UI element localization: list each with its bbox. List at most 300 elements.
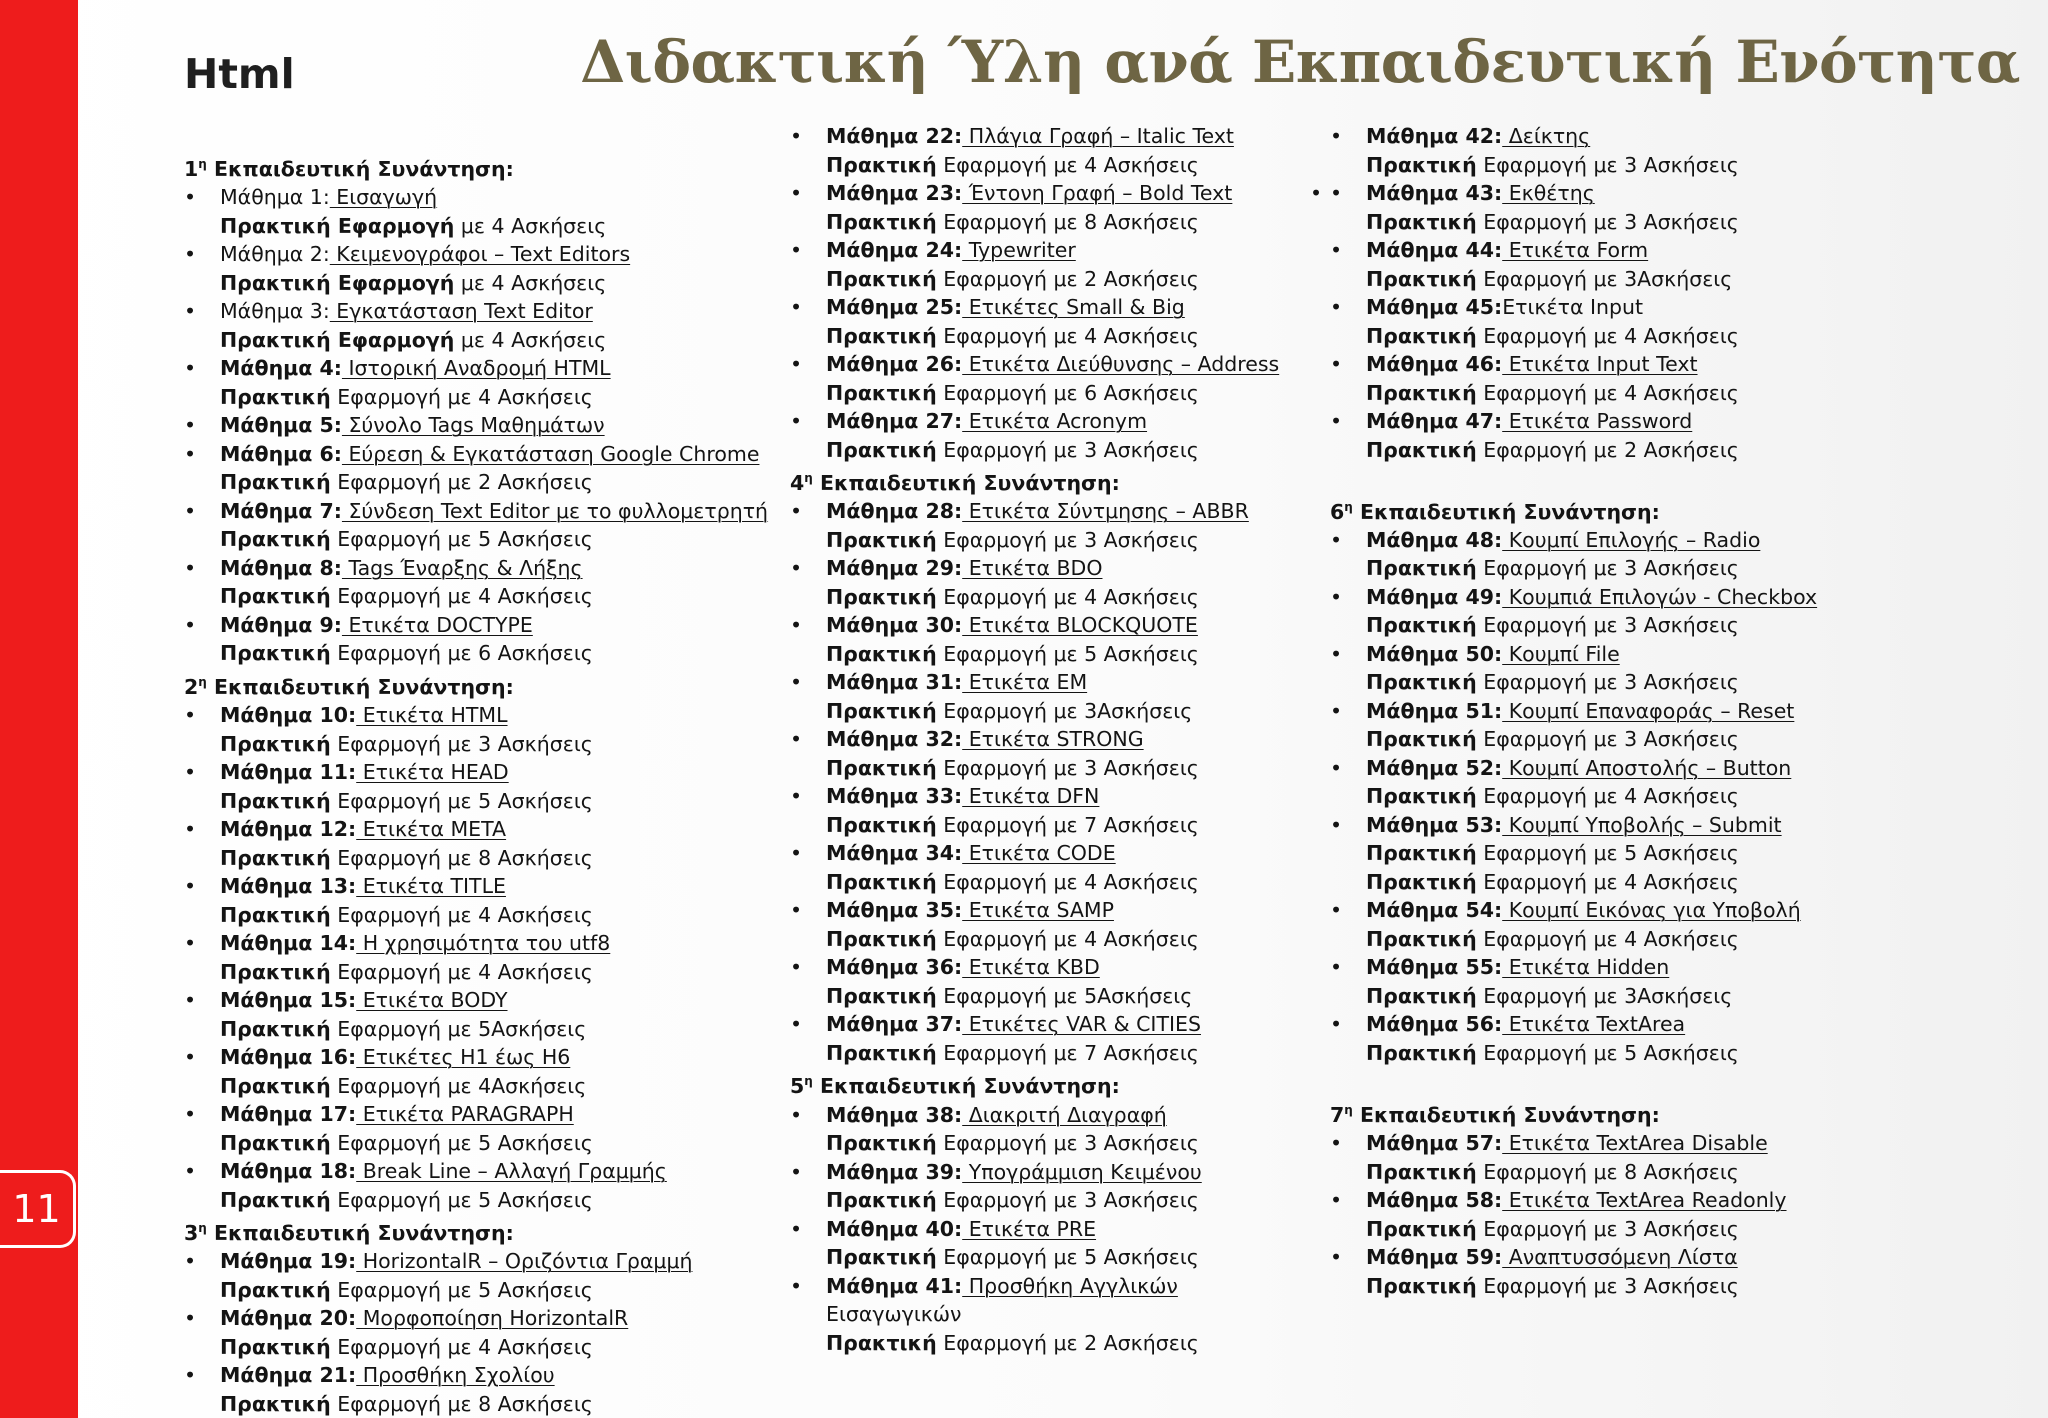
bullet-icon: • [1330,1012,1343,1037]
lesson-name: Ετικέτα HEAD [356,760,509,785]
lesson-label: Μάθημα 10: [220,703,357,728]
practice-detail: Εφαρμογή με 8 Ασκήσεις [330,845,593,870]
practice-label: Πρακτική [826,983,937,1008]
lesson-item [790,1215,1279,1272]
lesson-label: Μάθημα 26: [826,352,963,376]
practice-label: Πρακτική [1366,869,1477,894]
lesson-title [826,839,1279,868]
lesson-label: Μάθημα 20: [220,1306,357,1331]
practice-line [220,639,768,668]
lesson-name: Ετικέτα TextArea Disable [1502,1131,1768,1156]
lesson-label: Μάθημα 14: [220,931,357,956]
lesson-title [1366,640,1817,669]
practice-label: Πρακτική [826,584,937,609]
lesson-name: Υπογράμμιση Κειμένου [962,1159,1202,1184]
lesson-name: Αναπτυσσόμενη Λίστα [1502,1245,1738,1270]
practice-label: Πρακτική [220,1334,331,1359]
practice-detail: Εφαρμογή με 3 Ασκήσεις [1476,152,1739,177]
practice-line [220,525,768,554]
practice-line [220,1186,768,1215]
bullet-icon: • [184,988,197,1013]
lesson-title [220,411,768,440]
bullet-icon: • [790,181,803,205]
bullet-icon: • [184,413,197,438]
practice-label: Πρακτική [1366,1216,1477,1241]
bullet-icon: • [790,1159,803,1184]
lesson-title [1366,697,1817,726]
bullet-icon: • [1330,124,1343,148]
bullet-icon: • [184,1249,197,1274]
practice-line [220,958,768,987]
practice-line [826,1329,1279,1358]
practice-detail: με 4 Ασκήσεις [454,213,607,238]
lesson-label: Μάθημα 28: [826,499,963,524]
practice-line [1366,1039,1817,1068]
practice-label: Πρακτική [220,641,331,666]
lesson-name: Ετικέτα BLOCKQUOTE [962,613,1198,638]
bullet-icon: • [790,784,803,809]
lesson-item [184,497,768,554]
lesson-title [826,1215,1279,1244]
practice-line [1366,982,1817,1011]
lesson-item [184,1100,768,1157]
lesson-item [184,554,768,611]
lesson-label: Μάθημα 9: [220,612,342,637]
lesson-name: Σύνδεση Text Editor με το φυλλομετρητή [341,498,769,523]
lesson-label: Μάθημα 40: [826,1216,963,1241]
bullet-icon: • [790,409,803,433]
practice-detail: Εφαρμογή με 5 Ασκήσεις [330,788,593,813]
practice-label: Πρακτική [1366,841,1477,866]
lesson-title [826,896,1279,925]
practice-line [826,1129,1279,1158]
lesson-label: Μάθημα 51: [1366,698,1503,723]
practice-label: Πρακτική [1366,727,1477,752]
session-suffix: η [1344,1102,1353,1117]
practice-label: Πρακτική [220,584,331,609]
page-title: Διδακτική Ύλη ανά Εκπαιδευτική Ενότητα [580,28,2020,96]
bullet-icon: • [1330,1188,1343,1213]
lesson-name: Ετικέτα BODY [356,988,508,1013]
practice-detail: Εφαρμογή με 2 Ασκήσεις [936,1330,1199,1355]
lesson-name: Ετικέτα TITLE [356,874,506,899]
practice-line [220,1333,768,1362]
practice-detail: Εφαρμογή με 3 Ασκήσεις [1476,670,1739,695]
practice-line [826,379,1279,408]
practice-line [1366,379,1817,408]
bullet-icon: • [790,295,803,319]
session-number: 5 [790,1074,805,1099]
lesson-label: Μάθημα 4: [220,356,342,381]
lesson-item [1330,896,1817,953]
lesson-name: Ετικέτα PRE [962,1216,1097,1241]
lesson-item [1330,697,1817,754]
practice-label: Πρακτική [220,845,331,870]
lesson-label: Μάθημα 15: [220,988,357,1013]
bullet-icon: • [184,703,197,728]
bullet-icon: • [790,1102,803,1127]
lesson-name: Ετικέτα DOCTYPE [341,612,533,637]
practice-detail: Εφαρμογή με 4Ασκήσεις [330,1073,587,1098]
lesson-title [826,611,1279,640]
lesson-name: Ετικέτα SAMP [962,898,1114,923]
practice-detail: Εφαρμογή με 4 Ασκήσεις [936,926,1199,951]
practice-line [220,1072,768,1101]
lesson-title [220,497,768,526]
practice-line [1366,1272,1817,1301]
session-heading [1330,1096,1817,1129]
practice-detail: Εφαρμογή με 7 Ασκήσεις [936,1040,1199,1065]
lesson-label: Μάθημα 37: [826,1012,963,1037]
lesson-item [790,953,1279,1010]
bullet-icon: • [184,498,197,523]
bullet-icon: • [184,612,197,637]
bullet-icon: • [184,760,197,785]
lesson-item [790,350,1279,407]
bullet-icon: • [790,499,803,524]
lesson-item [790,1101,1279,1158]
practice-line [826,925,1279,954]
practice-detail: Εφαρμογή με 3 Ασκήσεις [936,755,1199,780]
practice-label: Πρακτική [1366,613,1477,638]
practice-line [220,582,768,611]
lesson-item [1330,1129,1817,1186]
lesson-title [220,1157,768,1186]
practice-detail: Εφαρμογή με 4 Ασκήσεις [330,902,593,927]
practice-label: Πρακτική [220,527,331,552]
practice-label: Πρακτική [220,470,331,495]
lesson-label: Μάθημα 19: [220,1249,357,1274]
lesson-title [826,497,1279,526]
practice-detail: Εφαρμογή με 5Ασκήσεις [936,983,1193,1008]
practice-detail: με 4 Ασκήσεις [454,270,607,295]
practice-line [826,868,1279,897]
lesson-name: Ετικέτα Hidden [1502,955,1670,980]
lesson-title [220,1361,768,1390]
lesson-name: Ετικέτα Password [1502,409,1693,433]
practice-detail: Εφαρμογή με 3 Ασκήσεις [1476,727,1739,752]
lesson-title [1366,122,1817,151]
lesson-label: Μάθημα 8: [220,555,342,580]
lesson-label: Μάθημα 45: [1366,295,1503,319]
practice-detail: Εφαρμογή με 3 Ασκήσεις [936,1188,1199,1213]
bullet-icon: • [1330,1245,1343,1270]
practice-line [826,583,1279,612]
session-suffix: η [198,157,207,171]
bullet-icon: • [790,898,803,923]
lesson-item [184,440,768,497]
lesson-title [1366,236,1817,265]
lesson-name: Εύρεση & Εγκατάσταση Google Chrome [341,441,760,466]
lesson-title [826,782,1279,811]
lesson-item [184,354,768,411]
lesson-title [220,1043,768,1072]
bullet-icon: • [1330,698,1343,723]
bullet-icon: • [184,185,197,210]
practice-label: Πρακτική [826,1040,937,1065]
practice-line [220,901,768,930]
lesson-label: Μάθημα 2: [220,242,330,267]
lesson-title [1366,1129,1817,1158]
bullet-icon: • [790,613,803,638]
lesson-name: Ετικέτα KBD [962,955,1100,980]
session-label: Εκπαιδευτική Συνάντηση: [206,156,514,181]
lesson-item [184,758,768,815]
lesson-title [1366,1243,1817,1272]
lesson-label: Μάθημα 56: [1366,1012,1503,1037]
section-title: Html [184,50,295,98]
lesson-label: Μάθημα 32: [826,727,963,752]
practice-detail: Εφαρμογή με 3 Ασκήσεις [1476,209,1739,234]
practice-line [1366,868,1817,897]
session-heading [184,150,768,183]
bullet-icon: • [790,841,803,866]
lesson-label: Μάθημα 5: [220,413,342,438]
practice-label: Πρακτική Εφαρμογή [220,270,455,295]
lesson-title [1366,583,1817,612]
session-suffix: η [804,1074,813,1089]
lesson-label: Μάθημα 29: [826,556,963,581]
lesson-label: Μάθημα 47: [1366,409,1503,433]
practice-detail: Εφαρμογή με 7 Ασκήσεις [936,812,1199,837]
practice-line [1366,1215,1817,1244]
practice-line [220,383,768,412]
session-heading [790,1067,1279,1100]
spacer [1330,1067,1817,1096]
practice-line [220,730,768,759]
stray-bullet-icon: • [1310,181,1323,205]
practice-detail: Εφαρμογή με 6 Ασκήσεις [936,380,1199,405]
lesson-item [790,782,1279,839]
practice-label: Πρακτική [826,812,937,837]
practice-detail: Εφαρμογή με 2 Ασκήσεις [936,266,1199,291]
practice-line [826,811,1279,840]
lesson-label: Μάθημα 46: [1366,352,1503,376]
lesson-title [220,1247,768,1276]
lesson-label: Μάθημα 54: [1366,898,1503,923]
practice-detail: Εφαρμογή με 4 Ασκήσεις [330,384,593,409]
lesson-item [1330,953,1817,1010]
bullet-icon: • [1330,295,1343,319]
practice-label: Πρακτική [826,869,937,894]
practice-label: Πρακτική [220,731,331,756]
lesson-item [1330,350,1817,407]
lesson-item [790,293,1279,350]
lesson-title [1366,953,1817,982]
practice-detail: Εφαρμογή με 5 Ασκήσεις [330,1187,593,1212]
practice-line [1366,322,1817,351]
practice-label: Πρακτική [826,1245,937,1270]
lesson-label: Μάθημα 33: [826,784,963,809]
practice-line [1366,611,1817,640]
lesson-label: Μάθημα 57: [1366,1131,1503,1156]
lesson-item [790,1010,1279,1067]
practice-label: Πρακτική [220,902,331,927]
lesson-label: Μάθημα 21: [220,1363,357,1388]
practice-detail: Εφαρμογή με 5 Ασκήσεις [936,1245,1199,1270]
practice-line [826,151,1279,180]
practice-label: Πρακτική [826,527,937,552]
lesson-name: Εκθέτης [1502,181,1595,205]
lesson-item [1310,179,1817,236]
practice-detail: Εφαρμογή με 4 Ασκήσεις [936,323,1199,348]
lesson-label: Μάθημα 48: [1366,527,1503,552]
practice-label: Πρακτική [220,1391,331,1416]
lesson-name: Κουμπί Επιλογής – Radio [1502,527,1761,552]
lesson-item [1330,293,1817,350]
lesson-name: Ετικέτα HTML [356,703,508,728]
lesson-name: Ιστορική Αναδρομή HTML [341,356,611,381]
practice-detail: Εφαρμογή με 8 Ασκήσεις [936,209,1199,234]
practice-detail: Εφαρμογή με 3 Ασκήσεις [1476,1273,1739,1298]
bullet-icon: • [184,874,197,899]
practice-line [1366,554,1817,583]
practice-line [220,212,768,241]
lesson-item [184,611,768,668]
practice-line [220,326,768,355]
bullet-icon: • [184,1159,197,1184]
lesson-name: Πλάγια Γραφή – Italic Text [962,124,1234,148]
practice-line [826,640,1279,669]
lesson-name: Προσθήκη Αγγλικών [962,1273,1178,1298]
practice-label: Πρακτική [826,1188,937,1213]
lesson-title [1366,526,1817,555]
lesson-label: Μάθημα 27: [826,409,963,433]
practice-line [826,754,1279,783]
lesson-name: Ετικέτα STRONG [962,727,1144,752]
lesson-title [220,758,768,787]
practice-detail: Εφαρμογή με 4 Ασκήσεις [936,584,1199,609]
practice-line [220,269,768,298]
practice-line [1366,668,1817,697]
practice-detail: Εφαρμογή με 6 Ασκήσεις [330,641,593,666]
bullet-icon: • [790,124,803,148]
bullet-icon: • [1330,955,1343,980]
session-suffix: η [198,674,207,689]
bullet-icon: • [1330,898,1343,923]
practice-label: Πρακτική [1366,437,1477,462]
lesson-name: Ετικέτα Acronym [962,409,1148,433]
lesson-title [1366,179,1817,208]
lesson-name: Διακριτή Διαγραφή [962,1102,1167,1127]
lesson-name: Ετικέτα Form [1502,238,1649,262]
practice-label: Πρακτική [826,926,937,951]
practice-label: Πρακτική [1366,784,1477,809]
practice-label: Πρακτική [220,1073,331,1098]
bullet-icon: • [184,931,197,956]
lesson-name: Κουμπί Αποστολής – Button [1502,755,1792,780]
lesson-item [184,240,768,297]
bullet-icon: • [1330,181,1343,205]
lesson-label: Μάθημα 34: [826,841,963,866]
practice-line [220,1015,768,1044]
practice-line [1366,151,1817,180]
lesson-item [1330,122,1817,179]
practice-label: Πρακτική [1366,1273,1477,1298]
session-number: 4 [790,470,805,495]
lesson-name: Ετικέτες VAR & CITIES [962,1012,1201,1037]
practice-label: Πρακτική [1366,1040,1477,1065]
lesson-item [184,1304,768,1361]
bullet-icon: • [184,356,197,381]
lesson-title [826,350,1279,379]
lesson-item [184,815,768,872]
practice-detail: Εφαρμογή με 5 Ασκήσεις [1476,841,1739,866]
lesson-label: Μάθημα 22: [826,124,963,148]
practice-line [826,265,1279,294]
lesson-name: Σύνολο Tags Μαθημάτων [341,413,605,438]
lesson-name: Ετικέτα Input Text [1502,352,1698,376]
lesson-label: Μάθημα 13: [220,874,357,899]
lesson-label: Μάθημα 31: [826,670,963,695]
lesson-title [220,240,768,269]
practice-detail: Εφαρμογή με 4 Ασκήσεις [1476,380,1739,405]
lesson-item [184,1157,768,1214]
lesson-title [1366,293,1817,322]
lesson-name-cont: Εισαγωγικών [826,1302,962,1327]
bullet-icon: • [1330,755,1343,780]
lesson-label: Μάθημα 38: [826,1102,963,1127]
practice-label: Πρακτική [826,698,937,723]
lesson-name: Ετικέτα CODE [962,841,1116,866]
lesson-item [184,929,768,986]
lesson-title [220,929,768,958]
lesson-name: Δείκτης [1502,124,1591,148]
bullet-icon: • [1330,641,1343,666]
practice-label: Πρακτική [1366,556,1477,581]
lesson-title [220,440,768,469]
session-number: 7 [1330,1102,1345,1127]
lesson-name: Tags Έναρξης & Λήξης [341,555,583,580]
practice-detail: Εφαρμογή με 4 Ασκήσεις [1476,784,1739,809]
bullet-icon: • [184,441,197,466]
lesson-label: Μάθημα 55: [1366,955,1503,980]
lesson-name: Κειμενογράφοι – Text Editors [329,242,631,267]
practice-line [1366,1158,1817,1187]
lesson-name: HorizontalR – Οριζόντια Γραμμή [356,1249,693,1274]
bullet-icon: • [184,817,197,842]
lesson-item [1330,640,1817,697]
lesson-title [1366,754,1817,783]
lesson-label: Μάθημα 11: [220,760,357,785]
practice-detail: Εφαρμογή με 4 Ασκήσεις [936,869,1199,894]
lesson-label: Μάθημα 6: [220,441,342,466]
lesson-item [790,668,1279,725]
lesson-item [184,701,768,758]
practice-detail: Εφαρμογή με 8 Ασκήσεις [1476,1159,1739,1184]
lesson-name: Μορφοποίηση HorizontalR [356,1306,629,1331]
practice-label: Πρακτική [220,788,331,813]
lesson-label: Μάθημα 30: [826,613,963,638]
practice-detail: Εφαρμογή με 3 Ασκήσεις [1476,1216,1739,1241]
lesson-item [184,1361,768,1418]
lesson-title [220,183,768,212]
bullet-icon: • [790,352,803,376]
practice-line [220,468,768,497]
lesson-name: Ετικέτα Σύντμησης – ABBR [962,499,1249,524]
lesson-title [826,179,1279,208]
lesson-name: Ετικέτες Small & Big [962,295,1185,319]
practice-label: Πρακτική Εφαρμογή [220,213,455,238]
lesson-item [790,896,1279,953]
lesson-title [826,1158,1279,1187]
lesson-label: Μάθημα 41: [826,1273,963,1298]
bullet-icon: • [790,556,803,581]
lesson-name: Ετικέτα TextArea Readonly [1502,1188,1787,1213]
practice-label: Πρακτική [826,266,937,291]
session-heading [1330,493,1817,526]
practice-line [1366,208,1817,237]
